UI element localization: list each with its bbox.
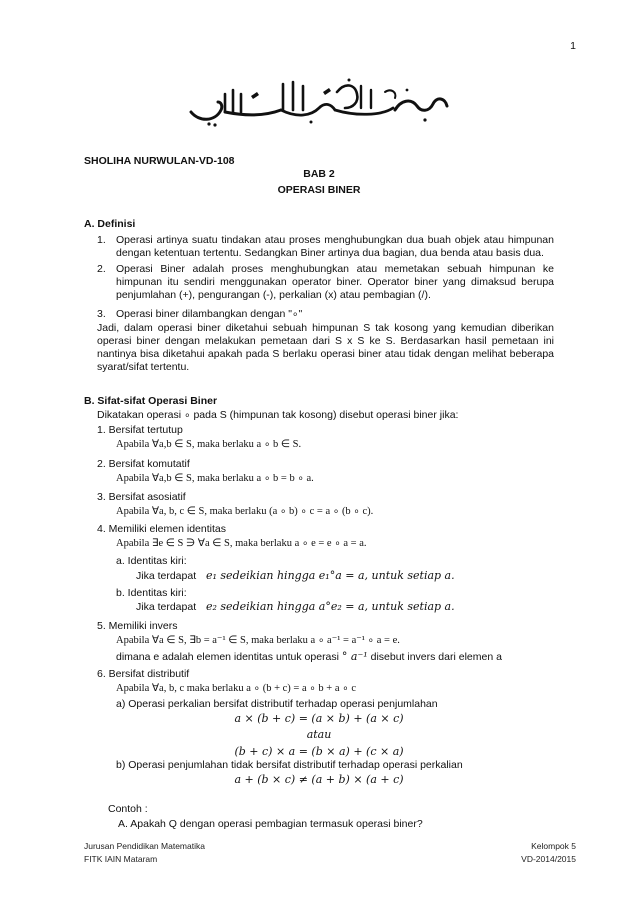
section-a-item-3: Operasi biner dilambangkan dengan "∘" (116, 308, 303, 320)
section-b-heading: B. Sifat-sifat Operasi Biner (84, 395, 218, 407)
property-1-title: 1. Bersifat tertutup (97, 424, 183, 436)
property-3-text: Apabila ∀a, b, c ∈ S, maka berlaku (a ∘ b) ∘ c = a ∘ (b ∘ c). (116, 506, 374, 517)
left-identity-title: a. Identitas kiri: (116, 555, 187, 567)
right-identity-prefix: Jika terdapat (136, 601, 197, 613)
basmalah-calligraphy (185, 72, 453, 128)
footer-institution: FITK IAIN Mataram (84, 854, 158, 864)
section-b-intro: Dikatakan operasi ∘ pada S (himpunan tak kosong) disebut operasi biner jika: (97, 409, 459, 421)
chapter-number: BAB 2 (303, 168, 335, 180)
footer-group: Kelompok 5 (531, 841, 576, 851)
page-number: 1 (570, 40, 576, 52)
distributive-eq-2: (b + c) × a = (b × a) + (c × a) (234, 745, 404, 758)
section-a-item-1-num: 1. (97, 234, 106, 246)
property-6b: b) Operasi penjumlahan tidak bersifat distributif terhadap operasi perkalian (116, 759, 463, 771)
section-a-item-3-num: 3. (97, 308, 106, 320)
footer-department: Jurusan Pendidikan Matematika (84, 841, 205, 851)
property-5-text: Apabila ∀a ∈ S, ∃b = a⁻¹ ∈ S, maka berlaku a ∘ a⁻¹ = a⁻¹ ∘ a = e. (116, 635, 400, 646)
left-identity-statement: e₁ sedeikian hingga e₁°a = a, untuk setiap a. (206, 569, 455, 582)
property-1-text: Apabila ∀a,b ∈ S, maka berlaku a ∘ b ∈ S. (116, 439, 302, 450)
property-6-title: 6. Bersifat distributif (97, 668, 190, 680)
property-6-text: Apabila ∀a, b, c maka berlaku a ∘ (b + c) = a ∘ b + a ∘ c (116, 683, 356, 694)
property-4-text: Apabila ∃e ∈ S ∋ ∀a ∈ S, maka berlaku a ∘ e = e ∘ a = a. (116, 538, 367, 549)
section-a-heading: A. Definisi (84, 218, 136, 230)
distributive-atau: atau (306, 728, 332, 741)
section-a-item-1: Operasi artinya suatu tindakan atau proses menghubungkan dua buah objek atau himpunan dengan ketentuan tertentu. Sedangkan Biner artinya dua bagian, dua benda atau basis dua. (116, 234, 554, 259)
distributive-eq-1: a × (b + c) = (a × b) + (a × c) (234, 712, 404, 725)
property-4-title: 4. Memiliki elemen identitas (97, 523, 226, 535)
footer-class-year: VD-2014/2015 (521, 854, 576, 864)
left-identity-prefix: Jika terdapat (136, 570, 197, 582)
example-item-a: A. Apakah Q dengan operasi pembagian termasuk operasi biner? (118, 818, 423, 830)
property-6a: a) Operasi perkalian bersifat distributif terhadap operasi penjumlahan (116, 698, 438, 710)
property-5-title: 5. Memiliki invers (97, 620, 178, 632)
property-2-text: Apabila ∀a,b ∈ S, maka berlaku a ∘ b = b ∘ a. (116, 473, 314, 484)
section-a-item-2: Operasi Biner adalah proses menghubungkan atau memetakan sebuah himpunan ke himpunan itu sendiri menggunakan operator biner. Operator biner yang dimaksud berupa penjumlahan (+), pengurangan (-), perkalian (x) atau pembagian (/). (116, 263, 554, 301)
property-5-note-suffix: disebut invers dari elemen a (370, 651, 502, 663)
example-label: Contoh : (108, 803, 148, 815)
right-identity-statement: e₂ sedeikian hingga a°e₂ = a, untuk setiap a. (206, 600, 455, 613)
property-5-note-symbol: ° a⁻¹ (341, 650, 368, 663)
non-distributive-eq: a + (b × c) ≠ (a + b) × (a + c) (234, 773, 404, 786)
property-5-note (116, 650, 502, 664)
property-3-title: 3. Bersifat asosiatif (97, 491, 186, 503)
right-identity-title: b. Identitas kiri: (116, 587, 187, 599)
section-a-summary: Jadi, dalam operasi biner diketahui sebuah himpunan S tak kosong yang kemudian diberikan operasi biner dengan melakukan pemetaan dari S x S ke S. Berdasarkan hasil pemetaan ini nantinya bisa diketahui apakah pada S berlaku operasi biner atau tidak dengan melihat beberapa syarat/sifat tertentu. (97, 322, 554, 373)
property-5-note-prefix: dimana e adalah elemen identitas untuk operasi (116, 651, 339, 663)
section-a-item-2-num: 2. (97, 263, 106, 275)
author-line: SHOLIHA NURWULAN-VD-108 (84, 155, 235, 167)
chapter-title: OPERASI BINER (277, 184, 361, 196)
property-2-title: 2. Bersifat komutatif (97, 458, 190, 470)
